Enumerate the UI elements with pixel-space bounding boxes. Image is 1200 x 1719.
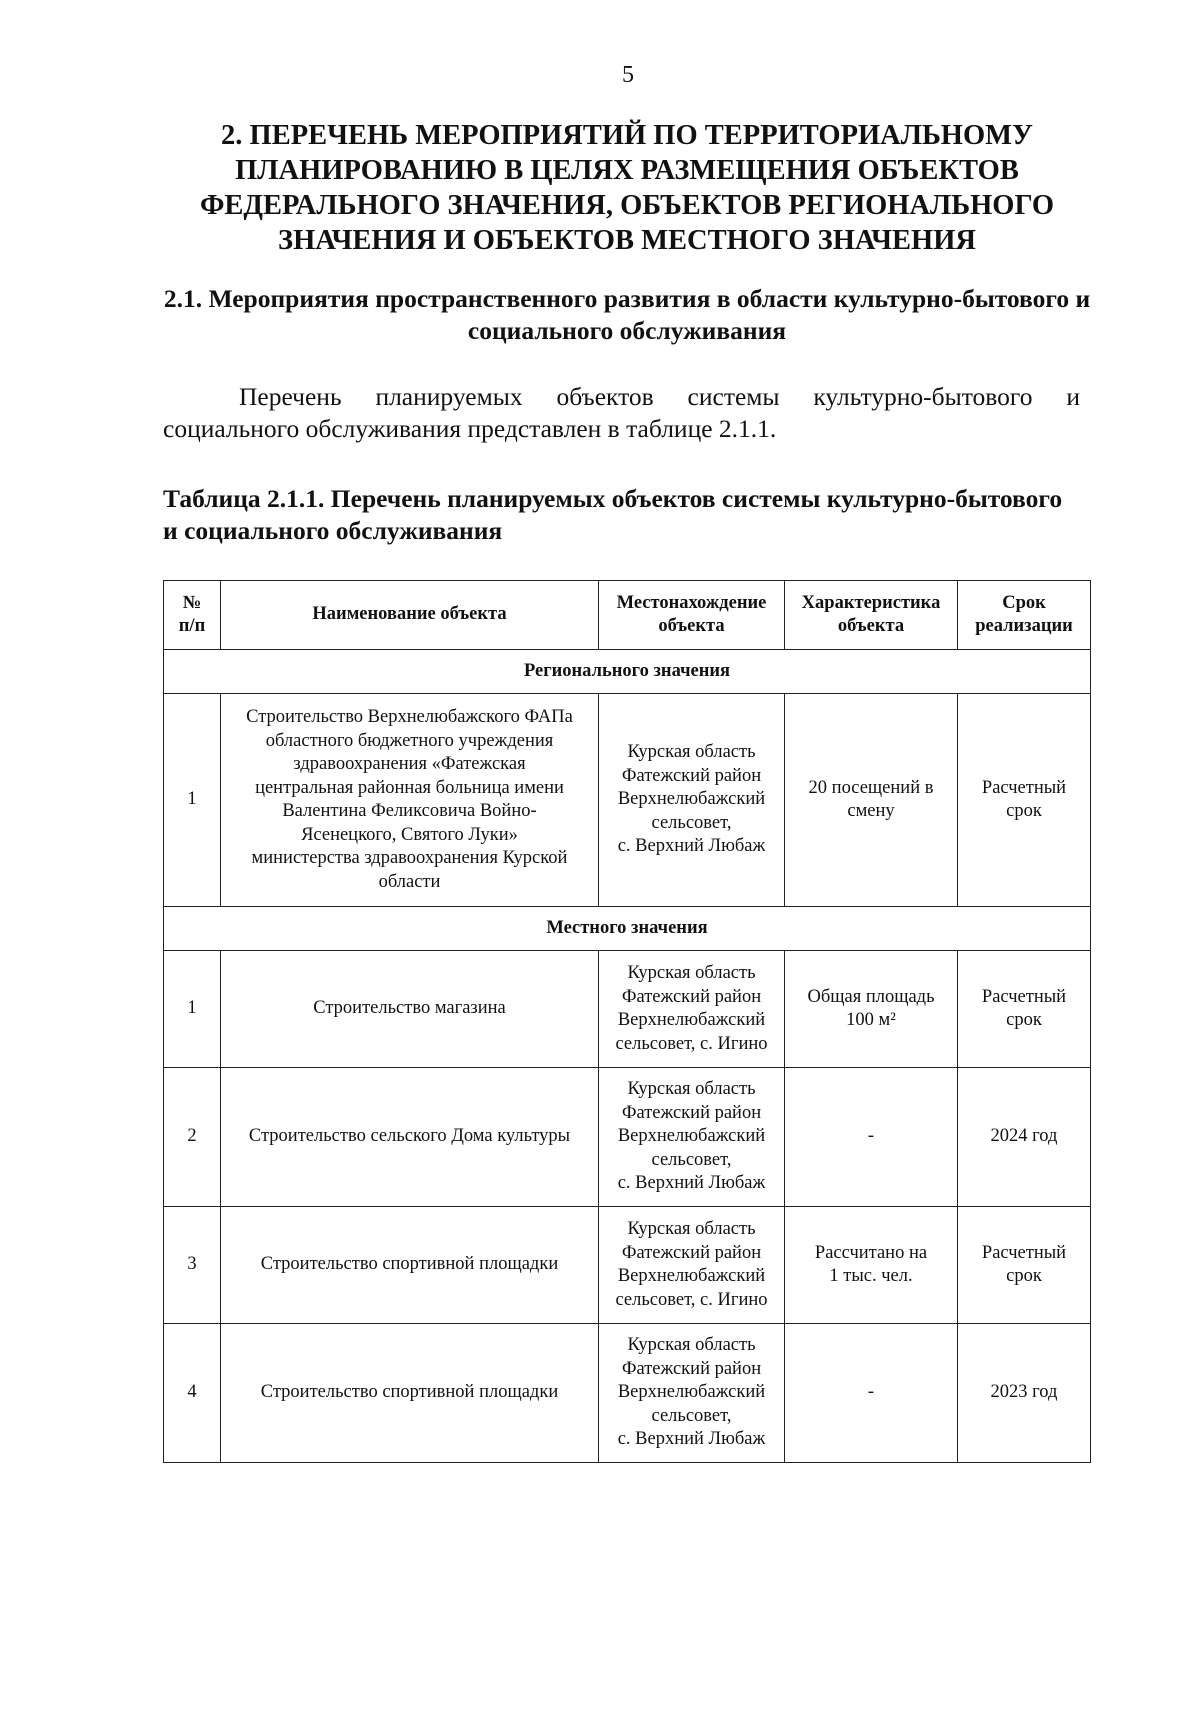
- cell-term-line: срок: [1006, 801, 1042, 821]
- cell-location-line: Фатежский район: [621, 1358, 762, 1379]
- cell-location-line: Курская область: [627, 742, 756, 763]
- cell-num: 2: [164, 1068, 221, 1207]
- cell-name-line: Строительство спортивной площадки: [260, 1254, 559, 1275]
- cell-name: [221, 1324, 599, 1463]
- cell-location-line: Верхнелюбажский: [617, 1266, 766, 1286]
- cell-location-line: Курская область: [627, 1079, 756, 1100]
- table-header-row: [164, 581, 1091, 650]
- table-row: [164, 1324, 1091, 1463]
- cell-characteristic: [785, 1068, 958, 1207]
- header-term-line-1: Срок: [1002, 592, 1046, 613]
- header-characteristic-line-2: объекта: [837, 616, 905, 636]
- header-name: Наименование объекта: [221, 581, 599, 650]
- cell-name-line: Строительство сельского Дома культуры: [248, 1126, 571, 1147]
- intro-paragraph: Перечень планируемых объектов системы культурно-бытового и социального обслуживания представлен в таблице 2.1.1.: [163, 382, 1080, 443]
- cell-term-line: 2024 год: [990, 1126, 1058, 1147]
- cell-location-line: с. Верхний Любаж: [617, 836, 766, 857]
- table-row: [164, 1068, 1091, 1207]
- cell-location-line: Фатежский район: [621, 765, 762, 786]
- cell-name: [221, 694, 599, 907]
- cell-location-line: Верхнелюбажский: [617, 1382, 766, 1403]
- cell-term-line: Расчетный: [981, 1242, 1067, 1263]
- cell-term-line: 2023 год: [990, 1382, 1058, 1403]
- cell-location-line: сельсовет,: [651, 1149, 732, 1170]
- group-row-local: [164, 907, 1091, 951]
- cell-name-line: Строительство Верхнелюбажского ФАПа: [246, 707, 573, 727]
- cell-characteristic: [785, 1324, 958, 1463]
- table-row: [164, 951, 1091, 1068]
- cell-name-line: Строительство спортивной площадки: [260, 1382, 559, 1403]
- cell-num: 1: [164, 694, 221, 907]
- header-num-line-1: №: [182, 592, 202, 613]
- cell-term-line: Расчетный: [981, 777, 1067, 798]
- cell-characteristic-line: -: [867, 1126, 875, 1147]
- group-title: Регионального значения: [164, 650, 1091, 694]
- cell-characteristic-line: 100 м²: [846, 1010, 896, 1030]
- header-location-line-1: Местонахождение: [616, 592, 767, 613]
- section-title: 2. ПЕРЕЧЕНЬ МЕРОПРИЯТИЙ ПО ТЕРРИТОРИАЛЬНОМУ ПЛАНИРОВАНИЮ В ЦЕЛЯХ РАЗМЕЩЕНИЯ ОБЪЕКТОВ ФЕДЕРАЛЬНОГО ЗНАЧЕНИЯ, ОБЪЕКТОВ РЕГИОНАЛЬНОГО ЗНАЧЕНИЯ И ОБЪЕКТОВ МЕСТНОГО ЗНАЧЕНИЯ: [199, 120, 1055, 256]
- cell-location-line: Верхнелюбажский: [617, 789, 766, 810]
- subsection-title: 2.1. Мероприятия пространственного развития в области культурно-бытового и социального обслуживания: [163, 284, 1091, 345]
- header-location: [599, 581, 785, 650]
- cell-name: [221, 1068, 599, 1207]
- cell-location: [599, 951, 785, 1068]
- cell-characteristic: [785, 1207, 958, 1324]
- cell-location-line: Курская область: [627, 1219, 756, 1239]
- cell-term-line: срок: [1006, 1266, 1042, 1286]
- header-characteristic: [785, 581, 958, 650]
- cell-name-line: здравоохранения «Фатежская: [293, 754, 526, 774]
- cell-term-line: срок: [1006, 1010, 1042, 1030]
- page-number: 5: [622, 62, 634, 88]
- cell-name-line: центральная районная больница имени: [255, 777, 564, 798]
- cell-characteristic: [785, 694, 958, 907]
- cell-location-line: сельсовет, с. Игино: [615, 1033, 768, 1054]
- header-term: [958, 581, 1091, 650]
- cell-location-line: с. Верхний Любаж: [617, 1173, 766, 1194]
- cell-term-line: Расчетный: [981, 986, 1067, 1007]
- cell-term: [958, 951, 1091, 1068]
- cell-location-line: сельсовет,: [651, 1405, 732, 1426]
- cell-location: [599, 1207, 785, 1324]
- cell-location-line: Курская область: [627, 1335, 756, 1356]
- cell-characteristic-line: 20 посещений в: [808, 777, 934, 798]
- cell-name-line: Ясенецкого, Святого Луки»: [301, 824, 518, 845]
- cell-term: [958, 1068, 1091, 1207]
- cell-term: [958, 1207, 1091, 1324]
- cell-num: 1: [164, 951, 221, 1068]
- cell-location-line: Фатежский район: [621, 1242, 762, 1263]
- cell-location-line: сельсовет, с. Игино: [615, 1289, 768, 1310]
- cell-location-line: Фатежский район: [621, 986, 762, 1007]
- header-term-line-2: реализации: [975, 616, 1073, 636]
- cell-location-line: Курская область: [627, 963, 756, 983]
- group-row-regional: [164, 650, 1091, 694]
- cell-name-line: областного бюджетного учреждения: [265, 730, 554, 751]
- cell-name-line: области: [378, 871, 441, 892]
- cell-num: 4: [164, 1324, 221, 1463]
- cell-name-line: Валентина Феликсовича Войно-: [282, 801, 537, 821]
- header-location-line-2: объекта: [658, 616, 725, 636]
- cell-characteristic-line: Общая площадь: [807, 986, 935, 1007]
- cell-num: 3: [164, 1207, 221, 1324]
- cell-name-line: Строительство магазина: [313, 998, 506, 1019]
- cell-characteristic-line: Рассчитано на: [814, 1242, 928, 1263]
- header-num: [164, 581, 221, 650]
- header-characteristic-line-1: Характеристика: [801, 592, 941, 613]
- cell-characteristic-line: 1 тыс. чел.: [829, 1266, 913, 1286]
- cell-characteristic-line: смену: [847, 801, 895, 821]
- objects-table: [163, 580, 1091, 1463]
- cell-location: [599, 1324, 785, 1463]
- cell-location: [599, 694, 785, 907]
- cell-location-line: сельсовет,: [651, 812, 732, 833]
- cell-term: [958, 694, 1091, 907]
- table-caption: Таблица 2.1.1. Перечень планируемых объектов системы культурно-бытового и социального обслуживания: [163, 484, 1063, 545]
- cell-term: [958, 1324, 1091, 1463]
- cell-characteristic-line: -: [867, 1382, 875, 1403]
- cell-name-line: министерства здравоохранения Курской: [251, 848, 568, 868]
- cell-location-line: Верхнелюбажский: [617, 1126, 766, 1147]
- cell-location-line: Фатежский район: [621, 1102, 762, 1123]
- cell-characteristic: [785, 951, 958, 1068]
- header-num-line-2: п/п: [178, 616, 206, 636]
- cell-name: [221, 1207, 599, 1324]
- cell-location: [599, 1068, 785, 1207]
- cell-location-line: с. Верхний Любаж: [617, 1429, 766, 1450]
- table-row: [164, 1207, 1091, 1324]
- cell-name: [221, 951, 599, 1068]
- cell-location-line: Верхнелюбажский: [617, 1010, 766, 1030]
- group-title: Местного значения: [164, 907, 1091, 951]
- table-row: [164, 694, 1091, 907]
